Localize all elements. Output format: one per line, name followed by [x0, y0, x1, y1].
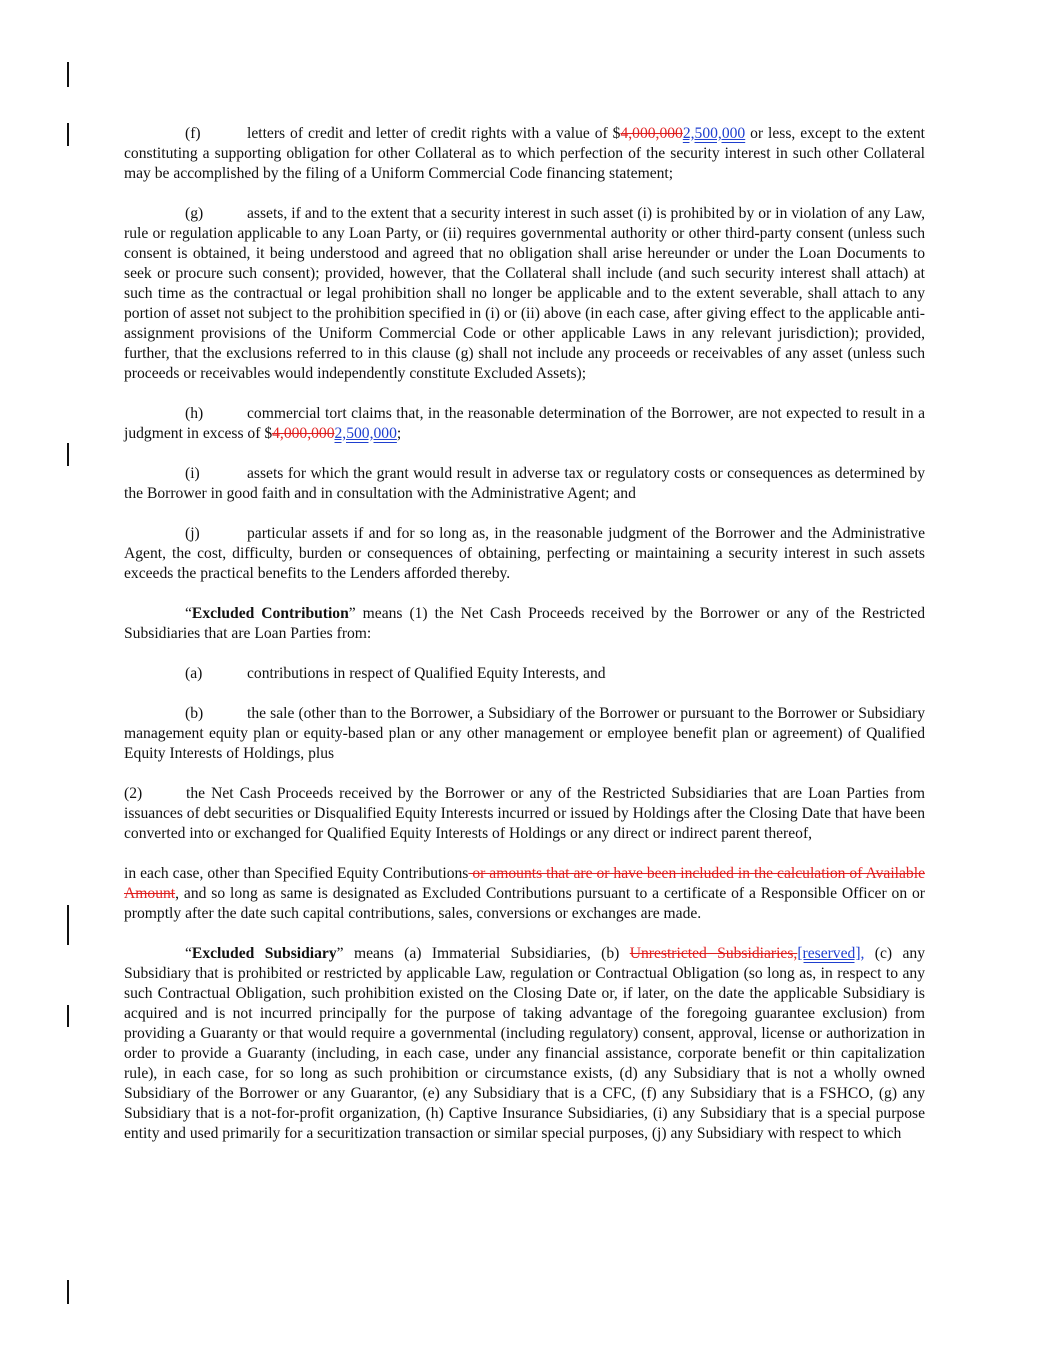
- clause-f: [124, 124, 925, 184]
- deleted-text: Unrestricted Subsidiaries,: [629, 945, 798, 962]
- change-bar: [67, 62, 69, 87]
- clause-text: letters of credit and letter of credit rights with a value of $: [247, 125, 621, 142]
- definition-text: (c) any Subsidiary that is prohibited or restricted by applicable Law, regulation or Contractual Obligation (so long as, in respect to any such Contractual Obligation, such prohibition existed on the Closing Date or, if later, on the date the applicable Subsidiary is acquired and is not incurred principally for the purpose of taking advantage of the foregoing guarantee exclusion) from providing a Guaranty or that would require a governmental (including regulatory) consent, approval, license or authorization in order to provide a Guaranty (including, in each case, under any financial assistance, corporate benefit or thin capitalization rule), in each case, for so long as such prohibition or circumstance exists, (d) any Subsidiary that is not a wholly owned Subsidiary of the Borrower or any Guarantor, (e) any Subsidiary that is a CFC, (f) any Subsidiary that is a FSHCO, (g) any Subsidiary that is a not-for-profit organization, (h) Captive Insurance Subsidiaries, (i) any Subsidiary that is a special purpose entity and used primarily for a securitization transaction or similar special purposes, (j) any Subsidiary with respect to which: [124, 945, 926, 1142]
- clause-text: or less, except to the extent constituting a supporting obligation for other Collateral as to which perfection of the security interest in such other Collateral may be accomplished by the filing of a Uniform Commercial Code financing statement;: [124, 125, 926, 182]
- sub-clause-a: [124, 664, 925, 684]
- clause-g: [124, 204, 925, 384]
- clause-i: [124, 464, 925, 504]
- deleted-text: or amounts that are or have been included in the calculation of Available Amount: [124, 865, 925, 902]
- change-bar: [67, 123, 69, 146]
- clause-text: particular assets if and for so long as, in the reasonable judgment of the Borrower and the Administrative Agent, the cost, difficulty, burden or consequences of obtaining, perfecting or maintaining a security interest in such assets exceeds the practical benefits to the Lenders afforded thereby.: [124, 525, 925, 582]
- clause-label: (a): [185, 665, 203, 682]
- clause-label: (j): [185, 525, 200, 542]
- definition-text: means (1) the Net Cash Proceeds received by the Borrower or any of the Restricted Subsidiaries that are Loan Parties from:: [124, 605, 925, 642]
- change-bar: [67, 1280, 69, 1304]
- clause-label: (g): [185, 205, 204, 222]
- clause-text: the sale (other than to the Borrower, a Subsidiary of the Borrower or pursuant to the Borrower or Subsidiary management equity plan or equity-based plan or any other management or employee benefit plan or agreement) of Qualified Equity Interests of Holdings, plus: [124, 705, 925, 762]
- quote-mark: “: [185, 945, 192, 962]
- defined-term: Excluded Contribution: [191, 605, 349, 622]
- inserted-text: 2,500,000: [334, 425, 397, 442]
- clause-label: (f): [185, 125, 201, 142]
- defined-term: Excluded Subsidiary: [191, 945, 337, 962]
- excluded-contribution-tail: [124, 864, 925, 924]
- definition-text: means (a) Immaterial Subsidiaries, (b): [343, 945, 630, 962]
- clause-text: , and so long as same is designated as Excluded Contributions pursuant to a certificate of a Responsible Officer on or promptly after the date such capital contributions, sales, conversions or exchanges are made.: [124, 885, 925, 922]
- deleted-text: 4,000,000: [620, 125, 683, 142]
- clause-text: contributions in respect of Qualified Equity Interests, and: [247, 665, 606, 682]
- inserted-text: 2,500,000: [682, 125, 746, 142]
- clause-label: (2): [124, 785, 143, 802]
- clause-text: ;: [396, 425, 402, 442]
- clause-text: assets for which the grant would result in adverse tax or regulatory costs or consequences as determined by the Borrower in good faith and in consultation with the Administrative Agent; and: [124, 465, 925, 502]
- clause-h: [124, 404, 925, 444]
- quote-mark: ”: [348, 605, 356, 622]
- change-bar: [67, 443, 69, 466]
- definition-excluded-contribution: [124, 604, 925, 644]
- clause-text: the Net Cash Proceeds received by the Borrower or any of the Restricted Subsidiaries that are Loan Parties from issuances of debt securities or Disqualified Equity Interests incurred or issued by Holdings after the Closing Date that have been converted into or exchanged for Qualified Equity Interests of Holdings or any direct or indirect parent thereof,: [124, 785, 925, 842]
- document-body: [124, 124, 925, 1164]
- change-bar: [67, 905, 69, 945]
- definition-excluded-subsidiary: [124, 944, 925, 1144]
- clause-label: (i): [185, 465, 200, 482]
- inserted-text: [reserved],: [797, 945, 865, 962]
- change-bar: [67, 1005, 69, 1027]
- clause-j: [124, 524, 925, 584]
- clause-text: commercial tort claims that, in the reasonable determination of the Borrower, are not expected to result in a judgment in excess of $: [124, 405, 925, 442]
- sub-clause-2: [124, 784, 925, 844]
- clause-label: (b): [185, 705, 204, 722]
- clause-text: assets, if and to the extent that a security interest in such asset (i) is prohibited by or in violation of any Law, rule or regulation applicable to any Loan Party, or (ii) requires governmental authority or other third-party consent (unless such consent is obtained, it being understood and agreed that no obligation shall arise hereunder or under the Loan Documents to seek or procure such consent); provided, however, that the Collateral shall include (and such security interest shall attach) at such time as the contractual or legal prohibition shall no longer be applicable and to the extent severable, shall attach to any portion of asset not subject to the prohibition specified in (i) or (ii) above (in each case, after giving effect to the applicable anti-assignment provisions of the Uniform Commercial Code or other applicable Laws in any relevant jurisdiction); provided, further, that the exclusions referred to in this clause (g) shall not include any proceeds or receivables of any asset (unless such proceeds or receivables would independently constitute Excluded Assets);: [124, 205, 925, 382]
- clause-text: in each case, other than Specified Equity Contributions: [124, 865, 469, 882]
- sub-clause-b: [124, 704, 925, 764]
- quote-mark: ”: [336, 945, 344, 962]
- deleted-text: 4,000,000: [272, 425, 335, 442]
- quote-mark: “: [185, 605, 192, 622]
- clause-label: (h): [185, 405, 204, 422]
